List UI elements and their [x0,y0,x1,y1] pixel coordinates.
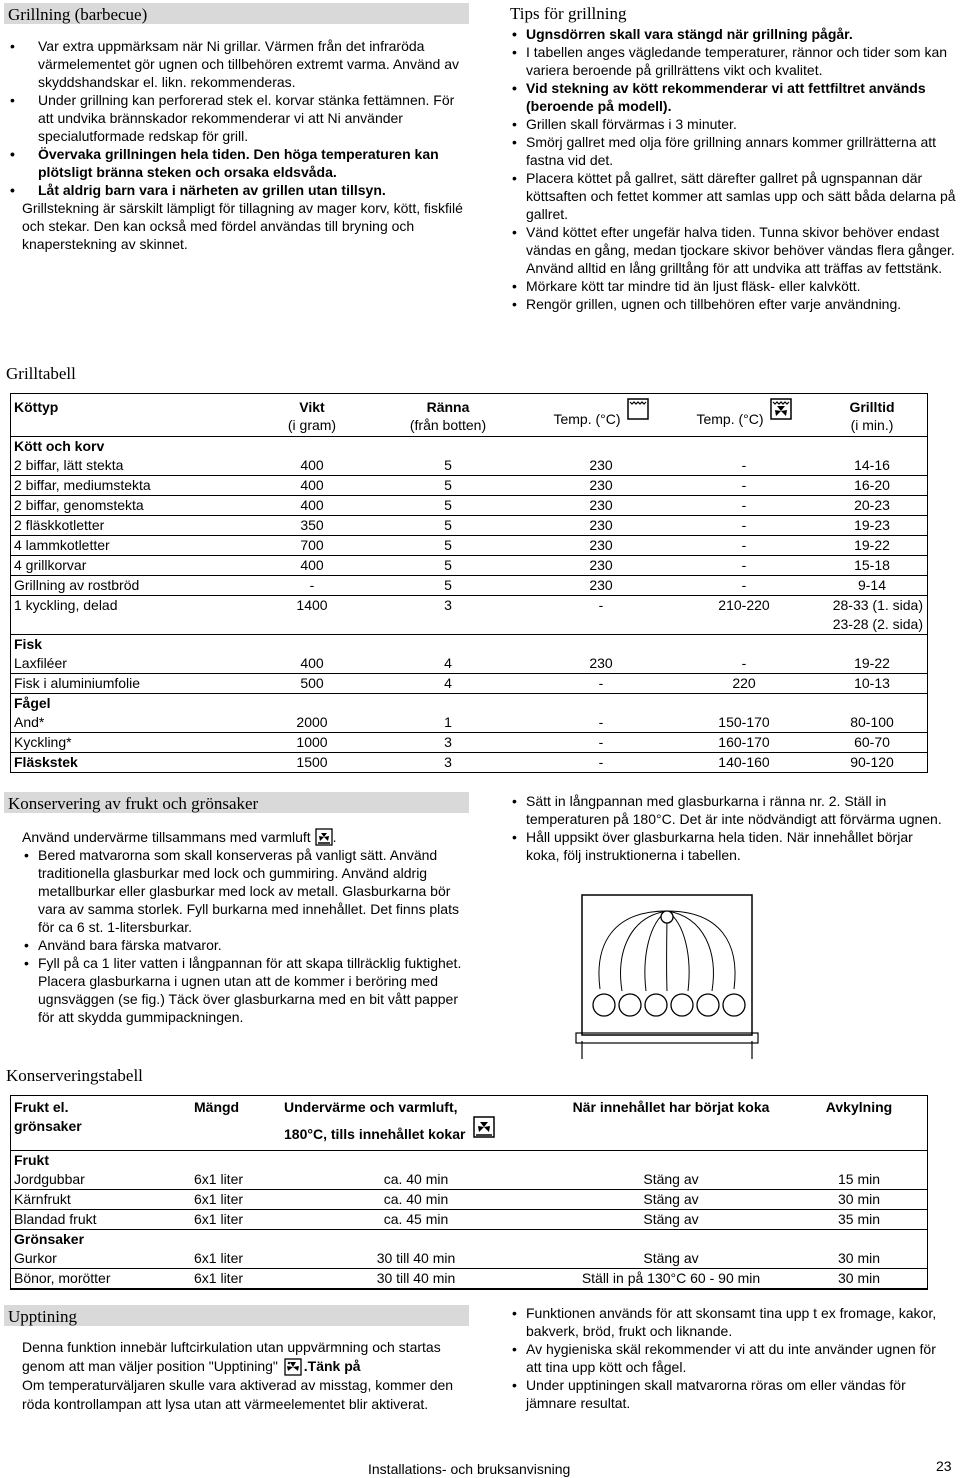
page-number: 23 [936,1458,952,1474]
table-row [11,496,927,516]
list-item: • Bered matvarorna som skall konserveras på vanligt sätt. Använd traditionella glasburkar med lock och gummiring. Använd aldrig metallburkar eller glasburkar med lock av metall. Glasburkarna bör vara av samma storlek. Fyll burkarna med innehållet. Det finns plats för ca 6 st. 1-litersburkar. [22,846,472,936]
table-cell: 400 [259,476,365,496]
col-header-temp-grill: Temp. (°C) [531,394,671,437]
table-cell: 230 [531,516,671,536]
list-item: • Grillen skall förvärmas i 3 minuter. [510,115,958,133]
table-row [11,576,927,596]
table-cell: 9-14 [817,576,927,596]
table-row [11,733,927,753]
table-cell: 2000 [259,713,365,733]
table-cell: 20-23 [817,496,927,516]
table-cell: 5 [365,536,531,556]
table-cell: 10-13 [817,674,927,694]
table-cell: And* [11,713,259,733]
table-row: Fläskstek 1500 3 - 140-160 90-120 [14,754,894,770]
table-cell: 5 [365,476,531,496]
group-label: Fågel [14,695,51,711]
grilltable-title: Grilltabell [6,364,76,383]
table-cell: Kyckling* [11,733,259,753]
col-header-cooling: Avkylning [791,1096,927,1151]
col-header-produce: Frukt el. grönsaker [11,1096,191,1151]
defrost-paragraph: Denna funktion innebär luftcirkulation utan uppvärmning och startas genom att man väljer position "Upptining" .Tänk på [22,1338,470,1376]
table-cell: Laxfiléer [11,654,259,674]
preserve-right [510,792,950,864]
table-cell: 1000 [259,733,365,753]
group-label: Kött och korv [14,438,105,454]
preservetable-title: Konserveringstabell [6,1066,143,1085]
list-item: • Av hygieniska skäl rekommender vi att du inte använder ugnen för att tina upp kött och fågel. [510,1340,950,1376]
preserve-right-bullets [510,792,950,864]
table-cell: 30 min [791,1269,927,1289]
table-cell: 1 [365,713,531,733]
table-cell: 2 biffar, mediumstekta [11,476,259,496]
table-cell: - [671,654,817,674]
table-cell: Stäng av [551,1190,791,1210]
preserve-title: Konservering av frukt och grönsaker [4,792,469,813]
table-cell: ca. 40 min [281,1170,551,1190]
table-row [11,674,927,694]
table-row [11,1170,927,1190]
defrost-right [510,1304,950,1412]
table-row [11,476,927,496]
table-row: 1 kyckling, delad 1400 3 - 210-220 28-33 (1. sida) 23-28 (2. sida) [11,596,927,635]
list-item: • Under grillning kan perforerad stek el. korvar stänka fettämnen. För att undvika brännskador rekommenderar vi att Ni använder specialutformade redskap för grill. [8,91,466,145]
table-cell: 160-170 [671,733,817,753]
table-cell: Ställ in på 130°C 60 - 90 min [551,1269,791,1289]
table-cell: 2 biffar, genomstekta [11,496,259,516]
table-cell: 400 [259,496,365,516]
list-item: • Sätt in långpannan med glasburkarna i ränna nr. 2. Ställ in temperaturen på 180°C. Det är inte nödvändigt att förvärma ugnen. [510,792,950,828]
table-cell: 14-16 [817,456,927,476]
table-row [11,1249,927,1269]
table-cell: - [259,576,365,596]
table-cell: - [671,476,817,496]
table-row [11,456,927,476]
grill-bullets [8,37,466,199]
table-cell: 6x1 liter [191,1269,281,1289]
footer-text: Installations- och bruksanvisning [368,1461,571,1477]
table-cell: 230 [531,536,671,556]
table-cell: 400 [259,654,365,674]
table-cell: 80-100 [817,713,927,733]
list-item: • Använd bara färska matvaror. [22,936,472,954]
table-cell: - [671,456,817,476]
table-cell: ca. 45 min [281,1210,551,1230]
table-cell: 4 lammkotletter [11,536,259,556]
list-item: • Fyll på ca 1 liter vatten i långpannan för att skapa tillräcklig fuktighet. Placera glasburkarna i ugnen utan att de kommer i beröring med ugnsväggen (se fig.) Täck över glasburkarna med en bit vått papper för att skydda gummipackningen. [22,954,472,1026]
list-item: • Var extra uppmärksam när Ni grillar. Värmen från det infraröda värmelementet gör ugnen och tillbehören extremt varma. Använd av skyddshandskar el. likn. rekommenderas. [8,37,466,91]
table-row [11,1269,927,1289]
table-cell: 4 [365,654,531,674]
list-item: • Funktionen används för att skonsamt tina upp t ex fromage, kakor, bakverk, bröd, frukt och liknande. [510,1304,950,1340]
preserve-section [22,828,472,1026]
table-cell: 35 min [791,1210,927,1230]
table-cell: Gurkor [11,1249,191,1269]
group-label: Frukt [14,1152,49,1168]
table-row [11,516,927,536]
list-item: • Håll uppsikt över glasburkarna hela tiden. När innehållet börjar koka, följ instruktionerna i tabellen. [510,828,950,864]
grill-paragraph: Grillstekning är särskilt lämpligt för tillagning av mager korv, kött, fiskfilé och stekar. Den kan också med fördel användas till bryning och knaperstekning av skinnet. [22,200,463,252]
table-cell: 230 [531,476,671,496]
list-item: • Rengör grillen, ugnen och tillbehören efter varje användning. [510,295,958,313]
table-cell: 19-22 [817,536,927,556]
list-item: • Under upptiningen skall matvarorna röras om eller vändas för jämnare resultat. [510,1376,950,1412]
table-cell: 2 biffar, lätt stekta [11,456,259,476]
tips-bullets [510,25,958,313]
table-cell: Stäng av [551,1210,791,1230]
bottom-heat-fan-icon [473,1116,495,1138]
table-cell: 2 fläskkotletter [11,516,259,536]
col-header-weight: Vikt (i gram) [259,394,365,437]
group-label: Grönsaker [14,1231,85,1247]
table-cell: Fisk i aluminiumfolie [11,674,259,694]
table-row [11,556,927,576]
grill-icon [627,398,649,420]
table-cell: - [671,576,817,596]
table-cell: 5 [365,556,531,576]
tips-title: Tips för grillning [510,4,627,23]
list-item: • Vänd köttet efter ungefär halva tiden. Tunna skivor behöver endast vändas en gång, medan tjockare skivor behöver vändas flera gånger. Använd alltid en lång grilltång för att undvika att träffas av fettstänk. [510,223,958,277]
list-item: • Smörj gallret med olja före grillning annars kommer grillrätterna att fastna vid det. [510,133,958,169]
table-cell: 230 [531,456,671,476]
col-header-rack: Ränna (från botten) [365,394,531,437]
col-header-meat: Köttyp [11,394,259,437]
list-item: • Vid stekning av kött rekommenderar vi att fettfiltret används (beroende på modell). [510,79,958,115]
table-cell: Grillning av rostbröd [11,576,259,596]
table-cell: 6x1 liter [191,1249,281,1269]
grill-table [10,393,928,773]
table-cell: 4 [365,674,531,694]
table-row [11,1190,927,1210]
table-cell: Stäng av [551,1170,791,1190]
table-cell: 700 [259,536,365,556]
table-cell: 500 [259,674,365,694]
table-cell: Blandad frukt [11,1210,191,1230]
table-cell: 19-23 [817,516,927,536]
grill-title: Grillning (barbecue) [4,3,469,24]
list-item: • I tabellen anges vägledande temperaturer, rännor och tider som kan variera beroende på grillrättens vikt och kvalitet. [510,43,958,79]
table-cell: 15 min [791,1170,927,1190]
table-cell: 350 [259,516,365,536]
table-cell: - [531,674,671,694]
table-row [11,713,927,733]
table-cell: 6x1 liter [191,1210,281,1230]
col-header-amount: Mängd [191,1096,281,1151]
table-cell: - [671,516,817,536]
list-item: • Placera köttet på gallret, sätt därefter gallret på ugnspannan där köttsaften och fettet kommer att samlas upp och sätt båda delarna på gallret. [510,169,958,223]
table-cell: - [671,556,817,576]
col-header-boiling: När innehållet har börjat koka [551,1096,791,1151]
col-header-temp-fan: Temp. (°C) [671,394,817,437]
col-header-time: Grilltid (i min.) [817,394,927,437]
list-item: • Ugnsdörren skall vara stängd när grillning pågår. [510,25,958,43]
table-cell: 6x1 liter [191,1190,281,1210]
table-cell: 230 [531,654,671,674]
table-cell: Bönor, morötter [11,1269,191,1289]
table-cell: 150-170 [671,713,817,733]
list-item: • Mörkare kött tar mindre tid än ljust fläsk- eller kalvkött. [510,277,958,295]
table-cell: 5 [365,576,531,596]
table-cell: 230 [531,496,671,516]
table-cell: 5 [365,496,531,516]
table-cell: Kärnfrukt [11,1190,191,1210]
table-cell: - [531,733,671,753]
table-cell: 6x1 liter [191,1170,281,1190]
table-cell: 5 [365,456,531,476]
table-cell: 5 [365,516,531,536]
table-row [11,654,927,674]
group-label: Fisk [14,636,43,652]
table-cell: 30 till 40 min [281,1269,551,1289]
table-cell: - [671,536,817,556]
table-row [11,536,927,556]
grill-section [8,37,466,253]
table-cell: Jordgubbar [11,1170,191,1190]
table-cell: 400 [259,456,365,476]
table-cell: - [531,713,671,733]
table-cell: 30 min [791,1249,927,1269]
defrost-fan-icon [284,1358,302,1376]
table-cell: ca. 40 min [281,1190,551,1210]
tips-section [510,25,958,313]
list-item: • Övervaka grillningen hela tiden. Den höga temperaturen kan plötsligt bränna steken och orsaka eldsvåda. [8,145,466,181]
preserve-bullets [22,846,472,1026]
jar-figure [574,893,760,1061]
defrost-paragraph-2: Om temperaturväljaren skulle vara aktiverad av misstag, kommer den röda kontrollampan att lysa utan att värmeelementet blir aktiverat. [22,1377,454,1413]
col-header-heat: Undervärme och varmluft, 180°C, tills innehållet kokar [281,1096,551,1151]
fan-grill-icon [770,398,792,420]
defrost-bullets [510,1304,950,1412]
table-cell: 230 [531,556,671,576]
table-cell: 16-20 [817,476,927,496]
preserve-intro: Använd undervärme tillsammans med varmluft . [22,829,337,845]
bottom-heat-fan-icon [315,828,333,846]
table-cell: 230 [531,576,671,596]
table-cell: 19-22 [817,654,927,674]
table-cell: 220 [671,674,817,694]
table-cell: 4 grillkorvar [11,556,259,576]
table-cell: 30 till 40 min [281,1249,551,1269]
table-cell: 60-70 [817,733,927,753]
preserve-table [10,1095,928,1290]
table-cell: - [671,496,817,516]
list-item: • Låt aldrig barn vara i närheten av grillen utan tillsyn. [8,181,466,199]
table-cell: 30 min [791,1190,927,1210]
table-cell: 3 [365,733,531,753]
table-row [11,1210,927,1230]
table-cell: Stäng av [551,1249,791,1269]
defrost-section [22,1338,470,1414]
table-cell: 400 [259,556,365,576]
table-cell: 15-18 [817,556,927,576]
defrost-title: Upptining [4,1305,469,1326]
